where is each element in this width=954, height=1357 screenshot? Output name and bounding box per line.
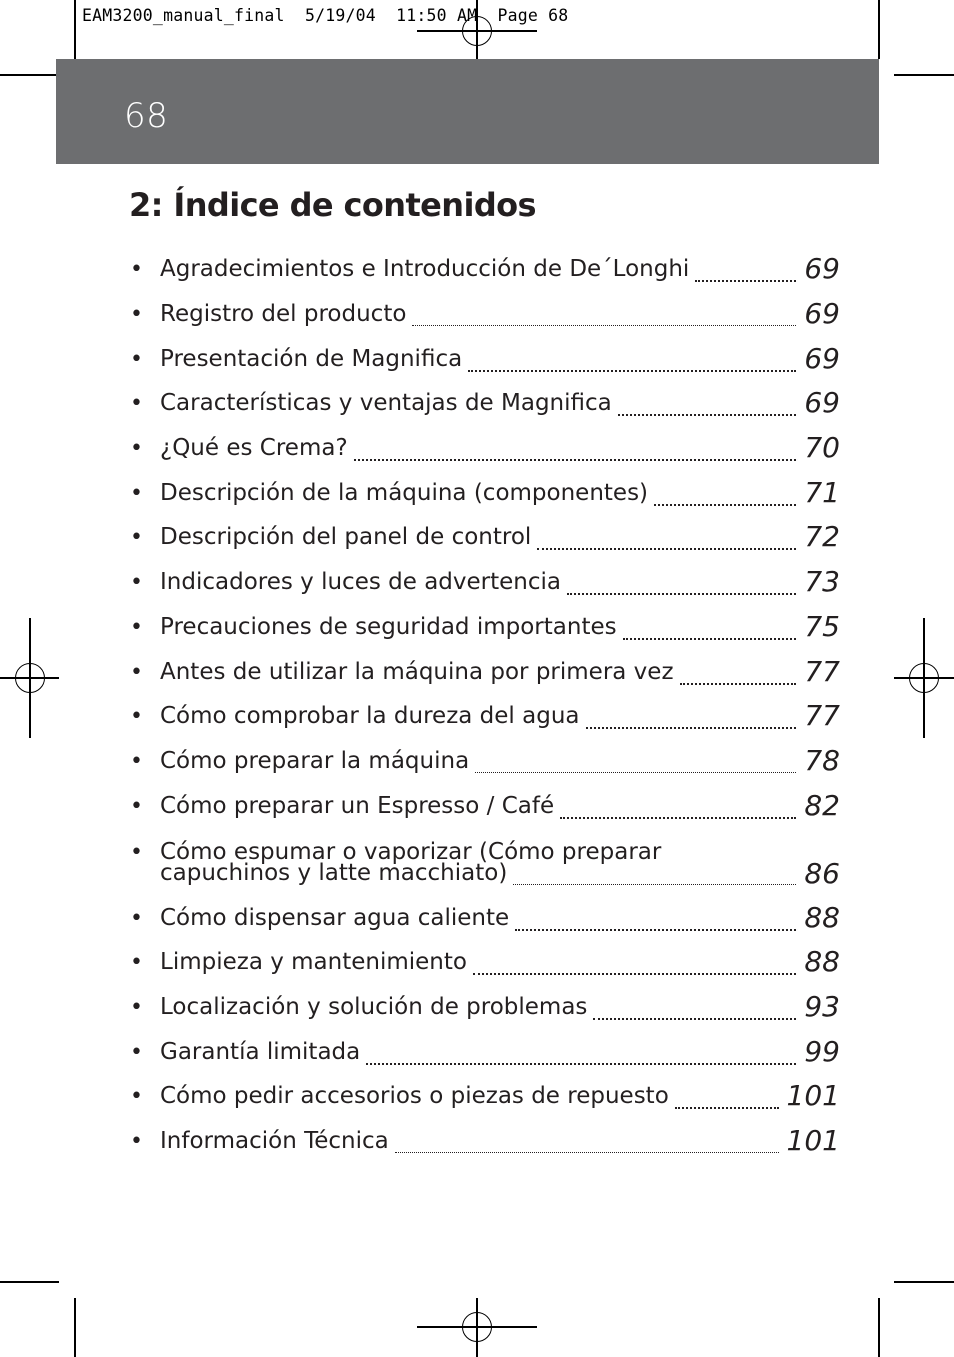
toc-entry bbox=[130, 655, 840, 694]
dot-leader bbox=[412, 325, 796, 326]
dot-leader bbox=[695, 280, 796, 282]
toc-entry-page: 77 bbox=[804, 699, 840, 732]
dot-leader bbox=[366, 1063, 796, 1065]
toc-entry-title: Cómo comprobar la dureza del agua bbox=[160, 703, 580, 729]
toc-entry bbox=[130, 1079, 840, 1118]
toc-entry-title: Garantía limitada bbox=[160, 1039, 361, 1065]
bullet: • bbox=[130, 615, 143, 640]
toc-entry-title: Descripción del panel de control bbox=[160, 524, 532, 550]
toc-entry bbox=[130, 252, 840, 291]
toc-entry-title: Presentación de Magnifica bbox=[160, 346, 463, 372]
toc-entry-title: Características y ventajas de Magnifica bbox=[160, 390, 612, 416]
dot-leader bbox=[680, 683, 796, 685]
toc-entry-page: 70 bbox=[804, 431, 840, 464]
toc-entry-title: Cómo pedir accesorios o piezas de repuesto bbox=[160, 1083, 669, 1109]
dot-leader bbox=[468, 370, 796, 372]
bullet: • bbox=[130, 1084, 143, 1109]
toc-entry-page: 88 bbox=[804, 945, 840, 978]
dot-leader bbox=[675, 1107, 779, 1109]
bullet: • bbox=[130, 302, 143, 327]
toc-entry-title: ¿Qué es Crema? bbox=[160, 435, 348, 461]
toc-entry-title: Cómo espumar o vaporizar (Cómo preparar bbox=[160, 839, 662, 865]
bullet: • bbox=[130, 1040, 143, 1065]
toc-entry bbox=[130, 744, 840, 783]
dot-leader bbox=[473, 973, 796, 975]
toc-entry-title: Limpieza y mantenimiento bbox=[160, 949, 467, 975]
toc-entry-title: Indicadores y luces de advertencia bbox=[160, 569, 561, 595]
dot-leader bbox=[560, 817, 796, 819]
bullet: • bbox=[130, 840, 143, 865]
toc-entry-page: 77 bbox=[804, 655, 840, 688]
toc-entry bbox=[130, 901, 840, 940]
toc-entry-page: 73 bbox=[804, 565, 840, 598]
toc-entry bbox=[130, 1035, 840, 1074]
toc-entry-page: 101 bbox=[786, 1079, 840, 1112]
bullet: • bbox=[130, 749, 143, 774]
dot-leader bbox=[515, 929, 796, 931]
toc-entry bbox=[130, 297, 840, 336]
bullet: • bbox=[130, 436, 143, 461]
toc-entry bbox=[130, 520, 840, 559]
toc-entry bbox=[130, 1124, 840, 1163]
toc-entry-title: Precauciones de seguridad importantes bbox=[160, 614, 617, 640]
toc-entry-page: 99 bbox=[804, 1035, 840, 1068]
bullet: • bbox=[130, 704, 143, 729]
toc-entry bbox=[130, 342, 840, 381]
toc-entry bbox=[130, 699, 840, 738]
toc-entry bbox=[130, 838, 840, 898]
toc-entry-title: Antes de utilizar la máquina por primera vez bbox=[160, 659, 674, 685]
toc-entry-page: 69 bbox=[804, 252, 840, 285]
toc-entry-title: Descripción de la máquina (componentes) bbox=[160, 480, 649, 506]
bullet: • bbox=[130, 391, 143, 416]
toc-entry-title: Agradecimientos e Introducción de De´Longhi bbox=[160, 256, 690, 282]
toc-entry bbox=[130, 990, 840, 1029]
dot-leader bbox=[654, 504, 796, 506]
toc-entry-title-continued: capuchinos y latte macchiato) bbox=[160, 860, 508, 886]
toc-entry-page: 75 bbox=[804, 610, 840, 643]
dot-leader bbox=[354, 459, 796, 461]
dot-leader bbox=[537, 548, 796, 550]
bullet: • bbox=[130, 995, 143, 1020]
dot-leader bbox=[567, 593, 796, 595]
bullet: • bbox=[130, 906, 143, 931]
toc-entry-title: Información Técnica bbox=[160, 1128, 389, 1154]
toc-entry-title: Localización y solución de problemas bbox=[160, 994, 588, 1020]
toc-entry-page: 72 bbox=[804, 520, 840, 553]
toc-entry-page: 86 bbox=[804, 857, 840, 890]
bullet: • bbox=[130, 1129, 143, 1154]
toc-entry-page: 69 bbox=[804, 386, 840, 419]
bullet: • bbox=[130, 257, 143, 282]
toc-entry bbox=[130, 431, 840, 470]
dot-leader bbox=[586, 727, 796, 729]
toc-entry-page: 93 bbox=[804, 990, 840, 1023]
bullet: • bbox=[130, 660, 143, 685]
bullet: • bbox=[130, 347, 143, 372]
bullet: • bbox=[130, 570, 143, 595]
toc-entry-page: 78 bbox=[804, 744, 840, 777]
dot-leader bbox=[623, 638, 796, 640]
toc-entry bbox=[130, 476, 840, 515]
toc-entry-title: Cómo preparar un Espresso / Café bbox=[160, 793, 555, 819]
toc-entry-page: 71 bbox=[804, 476, 840, 509]
print-slug: EAM3200_manual_final 5/19/04 11:50 AM Page 68 bbox=[82, 6, 569, 25]
dot-leader bbox=[593, 1018, 796, 1020]
toc-entry bbox=[130, 386, 840, 425]
dot-leader bbox=[513, 884, 796, 885]
toc-entry-title: Cómo dispensar agua caliente bbox=[160, 905, 510, 931]
bullet: • bbox=[130, 525, 143, 550]
toc-entry-page: 82 bbox=[804, 789, 840, 822]
bullet: • bbox=[130, 794, 143, 819]
toc-entry bbox=[130, 610, 840, 649]
toc-entry-page: 88 bbox=[804, 901, 840, 934]
toc-entry bbox=[130, 789, 840, 828]
dot-leader bbox=[395, 1152, 779, 1153]
toc-entry-page: 69 bbox=[804, 342, 840, 375]
page-number: 68 bbox=[124, 96, 169, 136]
section-title: 2: Índice de contenidos bbox=[129, 186, 536, 224]
toc-entry bbox=[130, 565, 840, 604]
toc-entry-page: 101 bbox=[786, 1124, 840, 1157]
dot-leader bbox=[475, 772, 796, 773]
toc-entry-title: Registro del producto bbox=[160, 301, 407, 327]
dot-leader bbox=[618, 414, 796, 416]
toc-entry bbox=[130, 945, 840, 984]
toc-entry-page: 69 bbox=[804, 297, 840, 330]
bullet: • bbox=[130, 481, 143, 506]
bullet: • bbox=[130, 950, 143, 975]
toc-entry-title: Cómo preparar la máquina bbox=[160, 748, 470, 774]
